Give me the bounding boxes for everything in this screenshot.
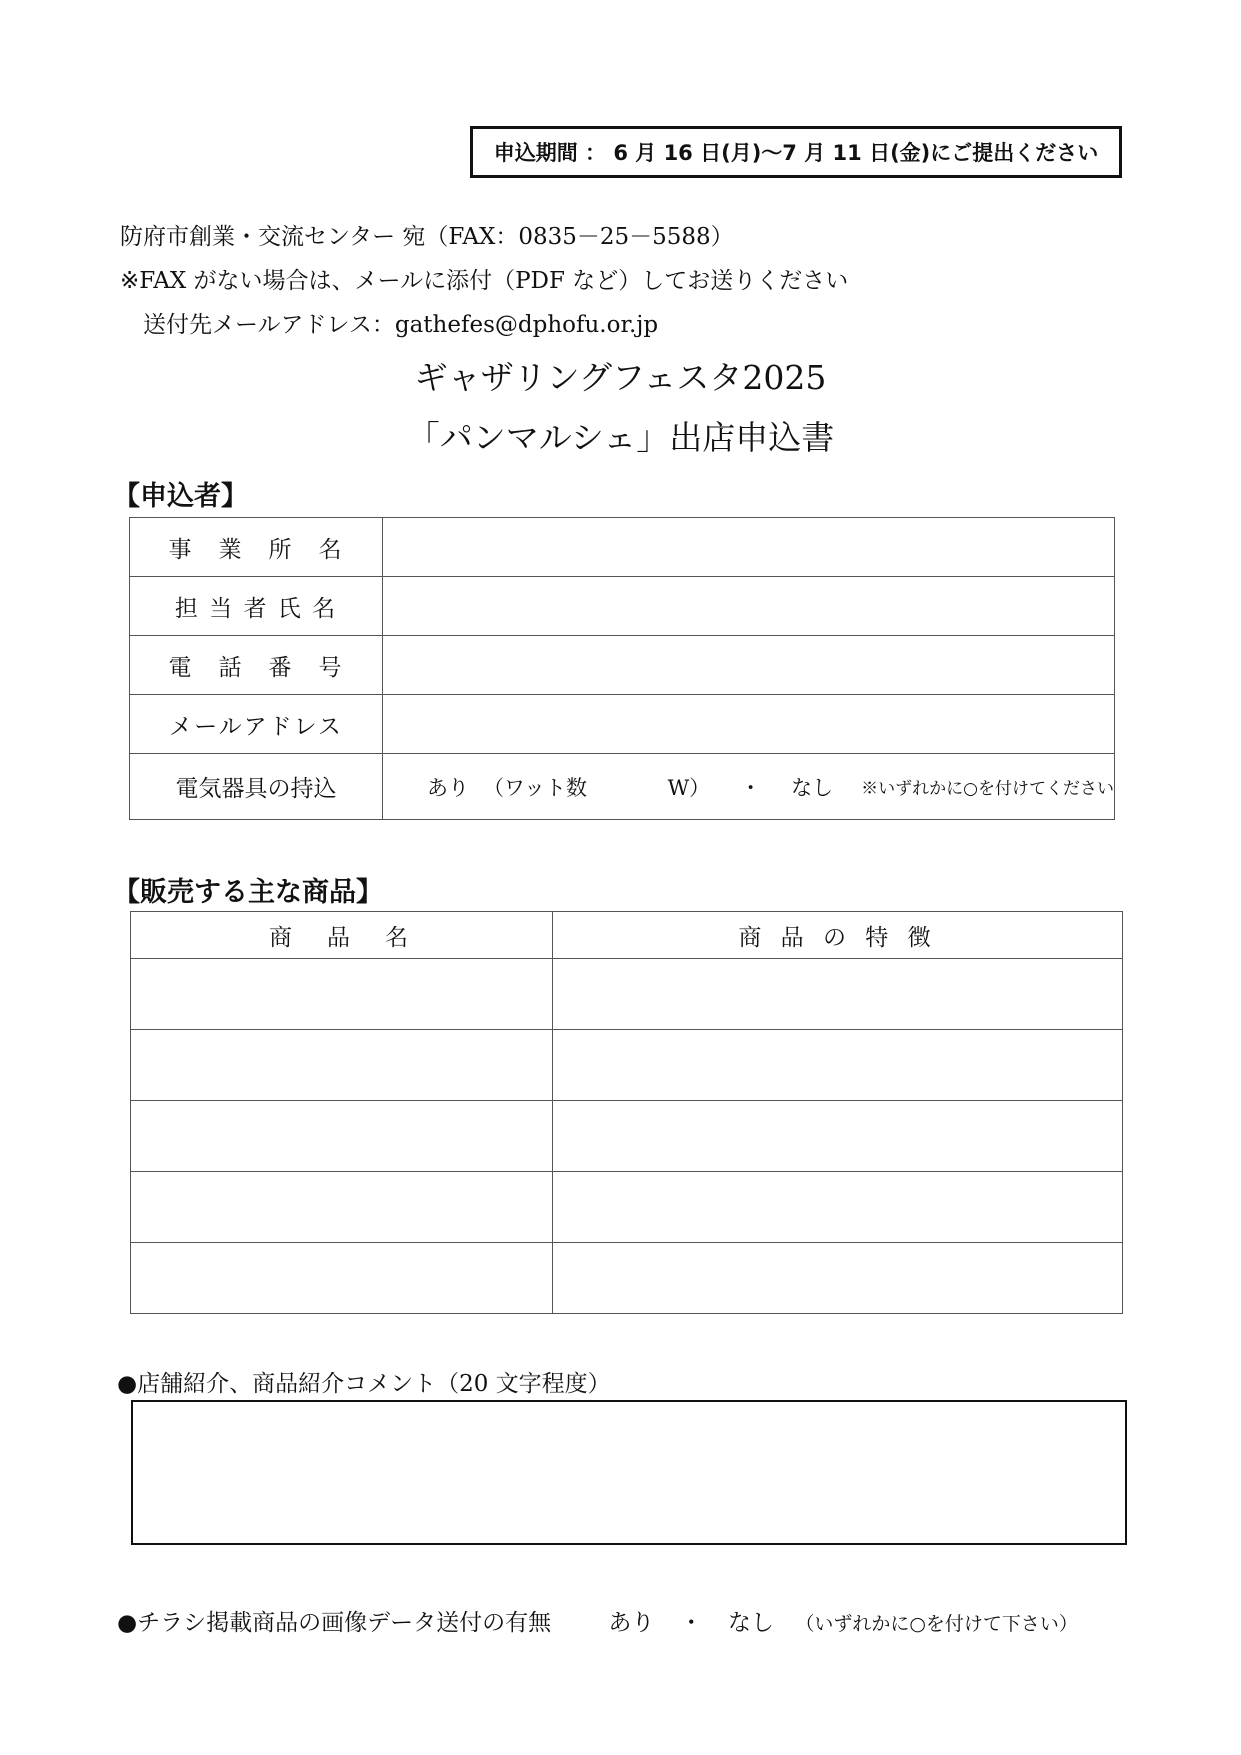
electrical-no-option[interactable]: なし [791, 775, 834, 800]
products-heading: 【販売する主な商品】 [113, 877, 383, 908]
product-feature-cell[interactable] [553, 1030, 1123, 1101]
electrical-yes-option[interactable]: あり [427, 775, 469, 800]
electrical-label: 電気器具の持込 [130, 754, 383, 820]
business-name-label: 事 業 所 名 [130, 518, 383, 577]
table-row [131, 1030, 1123, 1101]
table-row [131, 959, 1123, 1030]
applicant-row [130, 695, 1115, 754]
applicant-table [129, 517, 1115, 820]
applicant-heading: 【申込者】 [113, 481, 248, 512]
flyer-no-option[interactable]: なし [728, 1610, 775, 1636]
fax-recipient: 防府市創業・交流センター 宛（FAX：0835－25－5588） [120, 224, 734, 250]
business-name-field[interactable] [383, 518, 1115, 577]
applicant-row [130, 754, 1115, 820]
electrical-note: ※いずれかに○を付けてください [861, 779, 1114, 799]
flyer-image-question [117, 1604, 1078, 1637]
product-feature-cell[interactable] [553, 959, 1123, 1030]
watt-label: （ワット数 [483, 775, 587, 800]
applicant-row [130, 636, 1115, 695]
period-text: 申込期間 ： 6 月 16 日(月)～7 月 11 日(金)にご提出ください [493, 141, 1099, 165]
product-feature-cell[interactable] [553, 1172, 1123, 1243]
comment-field[interactable] [131, 1400, 1127, 1545]
form-title: 「パンマルシェ」出店申込書 [406, 418, 835, 457]
product-name-cell[interactable] [131, 1101, 553, 1172]
product-feature-cell[interactable] [553, 1243, 1123, 1314]
table-row [131, 1101, 1123, 1172]
table-row [131, 1243, 1123, 1314]
applicant-row [130, 577, 1115, 636]
email-label: メールアドレス [130, 695, 383, 754]
column-header-product-features: 商 品 の 特 徴 [553, 912, 1123, 959]
table-row [131, 1172, 1123, 1243]
product-name-cell[interactable] [131, 1243, 553, 1314]
option-separator: ・ [740, 775, 762, 800]
event-title: ギャザリングフェスタ2025 [414, 358, 827, 397]
watt-unit: W） [667, 775, 711, 800]
electrical-field [383, 754, 1115, 820]
flyer-label: ●チラシ掲載商品の画像データ送付の有無 [117, 1610, 552, 1636]
product-name-cell[interactable] [131, 1030, 553, 1101]
email-field[interactable] [383, 695, 1115, 754]
column-header-product-name: 商 品 名 [131, 912, 553, 959]
comment-label: ●店舗紹介、商品紹介コメント（20 文字程度） [117, 1371, 611, 1397]
products-header-row [131, 912, 1123, 959]
contact-person-field[interactable] [383, 577, 1115, 636]
product-name-cell[interactable] [131, 959, 553, 1030]
phone-label: 電 話 番 号 [130, 636, 383, 695]
contact-person-label: 担 当 者 氏 名 [130, 577, 383, 636]
applicant-row [130, 518, 1115, 577]
email-address-line: 送付先メールアドレス：gathefes@dphofu.or.jp [143, 312, 659, 338]
product-name-cell[interactable] [131, 1172, 553, 1243]
application-period-notice [470, 126, 1122, 178]
phone-field[interactable] [383, 636, 1115, 695]
flyer-yes-option[interactable]: あり [608, 1610, 655, 1636]
products-table [130, 911, 1123, 1314]
flyer-note: （いずれかに○を付けて下さい） [795, 1613, 1078, 1635]
email-alternative-note: ※FAX がない場合は、メールに添付（PDF など）してお送りください [120, 268, 849, 294]
flyer-separator: ・ [679, 1610, 703, 1636]
product-feature-cell[interactable] [553, 1101, 1123, 1172]
